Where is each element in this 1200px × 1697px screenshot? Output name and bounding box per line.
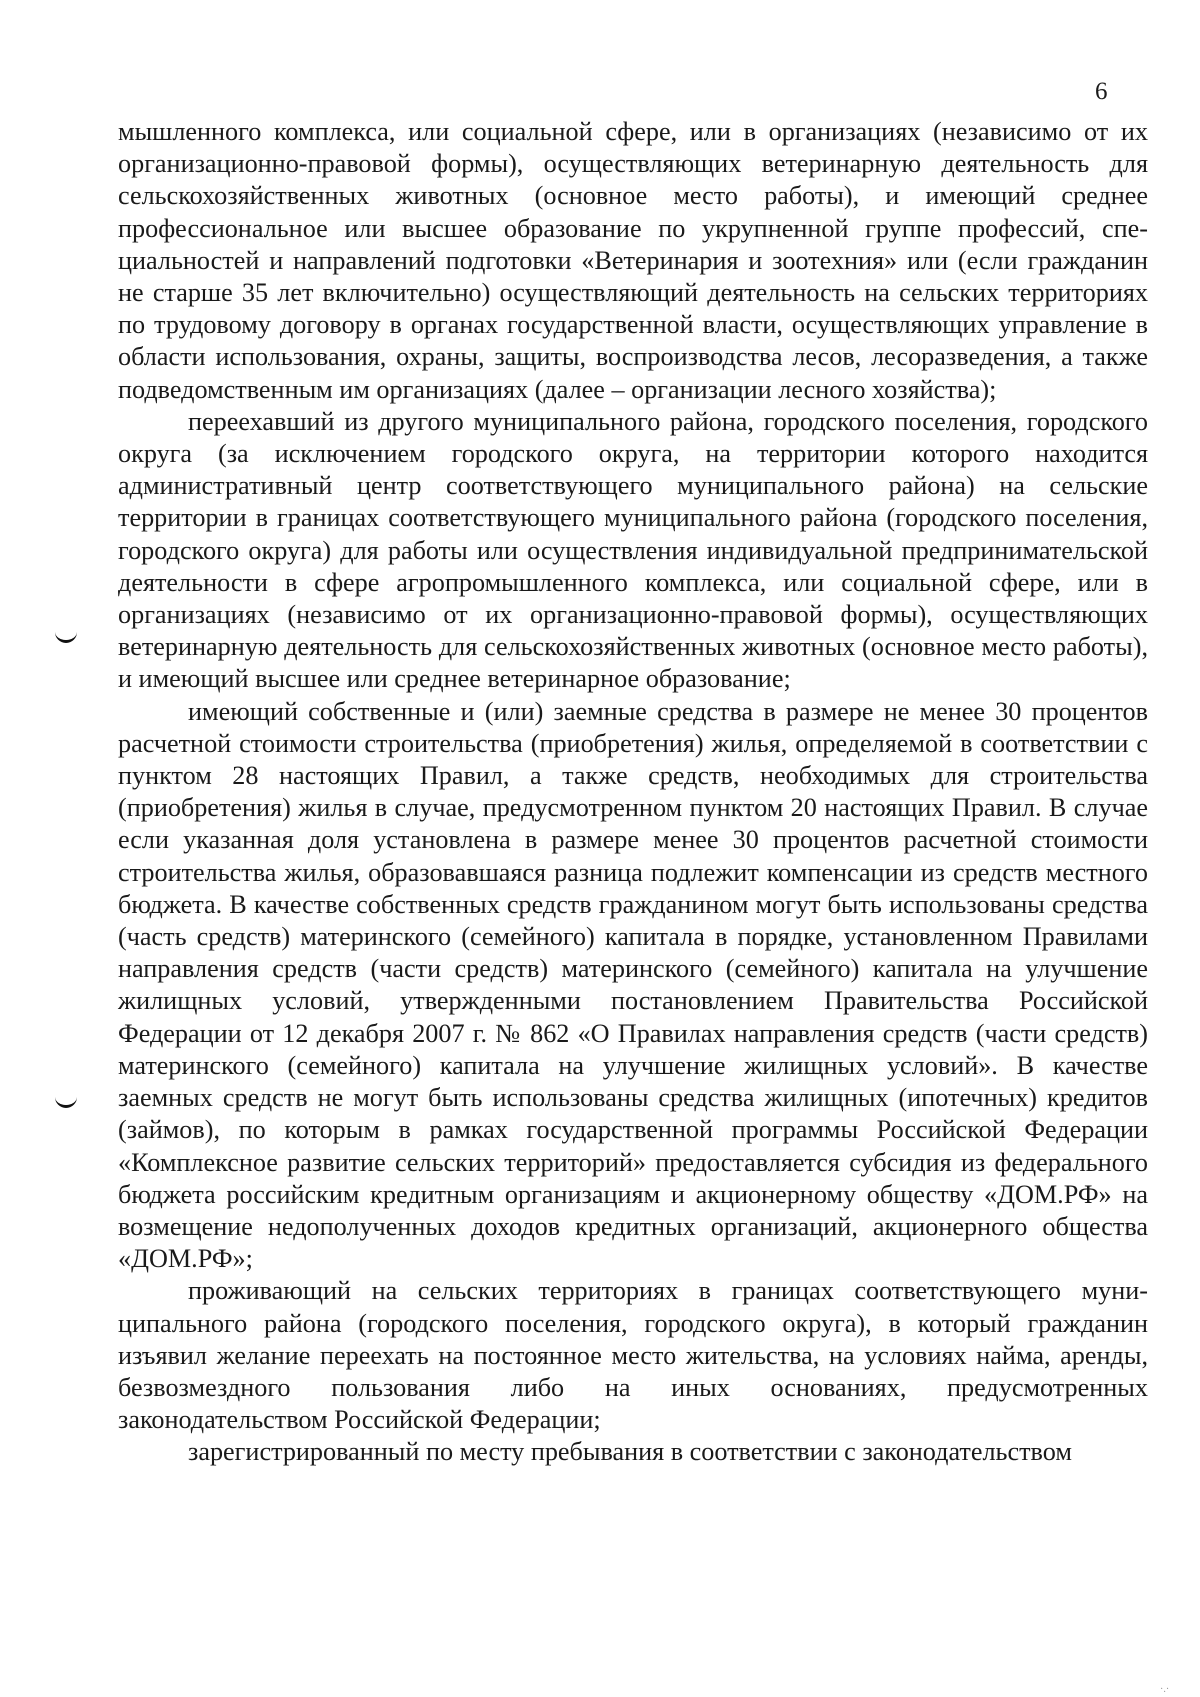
paragraph-residing: проживающий на сельских территориях в границах соответствующего муниципального района (городского поселения, городского округа), в который гражданин изъявил желание переехать на постоянное место жительства, на условиях найма, аренды, безвозмездного пользования либо на иных основаниях, предусмотренных законодательством Российской Федерации;	[118, 1276, 1148, 1435]
document-body	[118, 116, 1148, 1469]
paragraph-registered: зарегистрированный по месту пребывания в соответствии с законодательством	[188, 1437, 1072, 1467]
margin-bracket-mark	[55, 1097, 77, 1108]
paragraph-relocated: переехавший из другого муниципального района, городского поселения, городского округа (за исключением городского округа, на территории которого находится административный центр соответствующего муниципального района) на сельские территории в границах соответствующего муниципального района (городского поселения, городского округа) для работы или осуществления индивидуальной предпринимательской деятельности в сфере агропромышленного комплекса, или социальной сфере, или в организациях (независимо от их организационно-правовой формы), осуществляющих ветеринарную деятельность для сельскохозяйственных животных (основное место работы), и имеющий высшее или среднее ветеринарное образование;	[118, 406, 1148, 694]
paragraph-own-funds: имеющий собственные и (или) заемные средства в размере не менее 30 процентов расчетной стоимости строительства (приобретения) жилья, определяемой в соответствии с пунктом 28 настоящих Правил, а также средств, необходимых для строительства (приобретения) жилья в случае, предусмотренном пунктом 20 настоящих Правил. В случае если указанная доля установлена в размере менее 30 процентов расчетной стоимости строительства жилья, образовавшаяся разница подлежит компенсации из средств местного бюджета. В качестве собственных средств гражданином могут быть использованы средства (часть средств) материнского (семейного) капитала в порядке, установленном Правилами направления средств (части средств) материнского (семейного) капитала на улучшение жилищных условий, утвержденными постановлением Правительства Российской Федерации от 12 декабря 2007 г. № 862 «О Правилах направления средств (части средств) материнского (семейного) капитала на улучшение жилищных условий». В качестве заемных средств не могут быть использованы средства жилищных (ипотечных) кредитов (займов), по которым в рамках государственной программы Российской Федерации «Комплексное развитие сельских территорий» предоставляется субсидия из федерального бюджета российским кредитным организациям и акционерному обществу «ДОМ.РФ» на возмещение недополученных доходов кредитных организаций, акционерного общества «ДОМ.РФ»;	[118, 696, 1148, 1274]
paragraph-continuation: мышленного комплекса, или социальной сфере, или в организациях (независимо от их организационно-правовой формы), осуществляющих ветеринарную деятельность для сельскохозяйственных животных (основное место работы), и имеющий среднее профессиональное или высшее образование по укрупненной группе профессий, специальностей и направлений подготовки «Ветеринария и зоотехния» или (если гражданин не старше 35 лет включительно) осуществляющий деятельность на сельских территориях по трудовому договору в органах государственной власти, осуществляющих управление в области использования, охраны, защиты, воспроизводства лесов, лесоразведения, а также подведомственным им организациях (далее – организации лесного хозяйства);	[118, 117, 1148, 404]
scan-artifact: ·.·	[1160, 1684, 1170, 1695]
page-number: 6	[1095, 78, 1108, 105]
margin-bracket-mark	[55, 632, 77, 643]
